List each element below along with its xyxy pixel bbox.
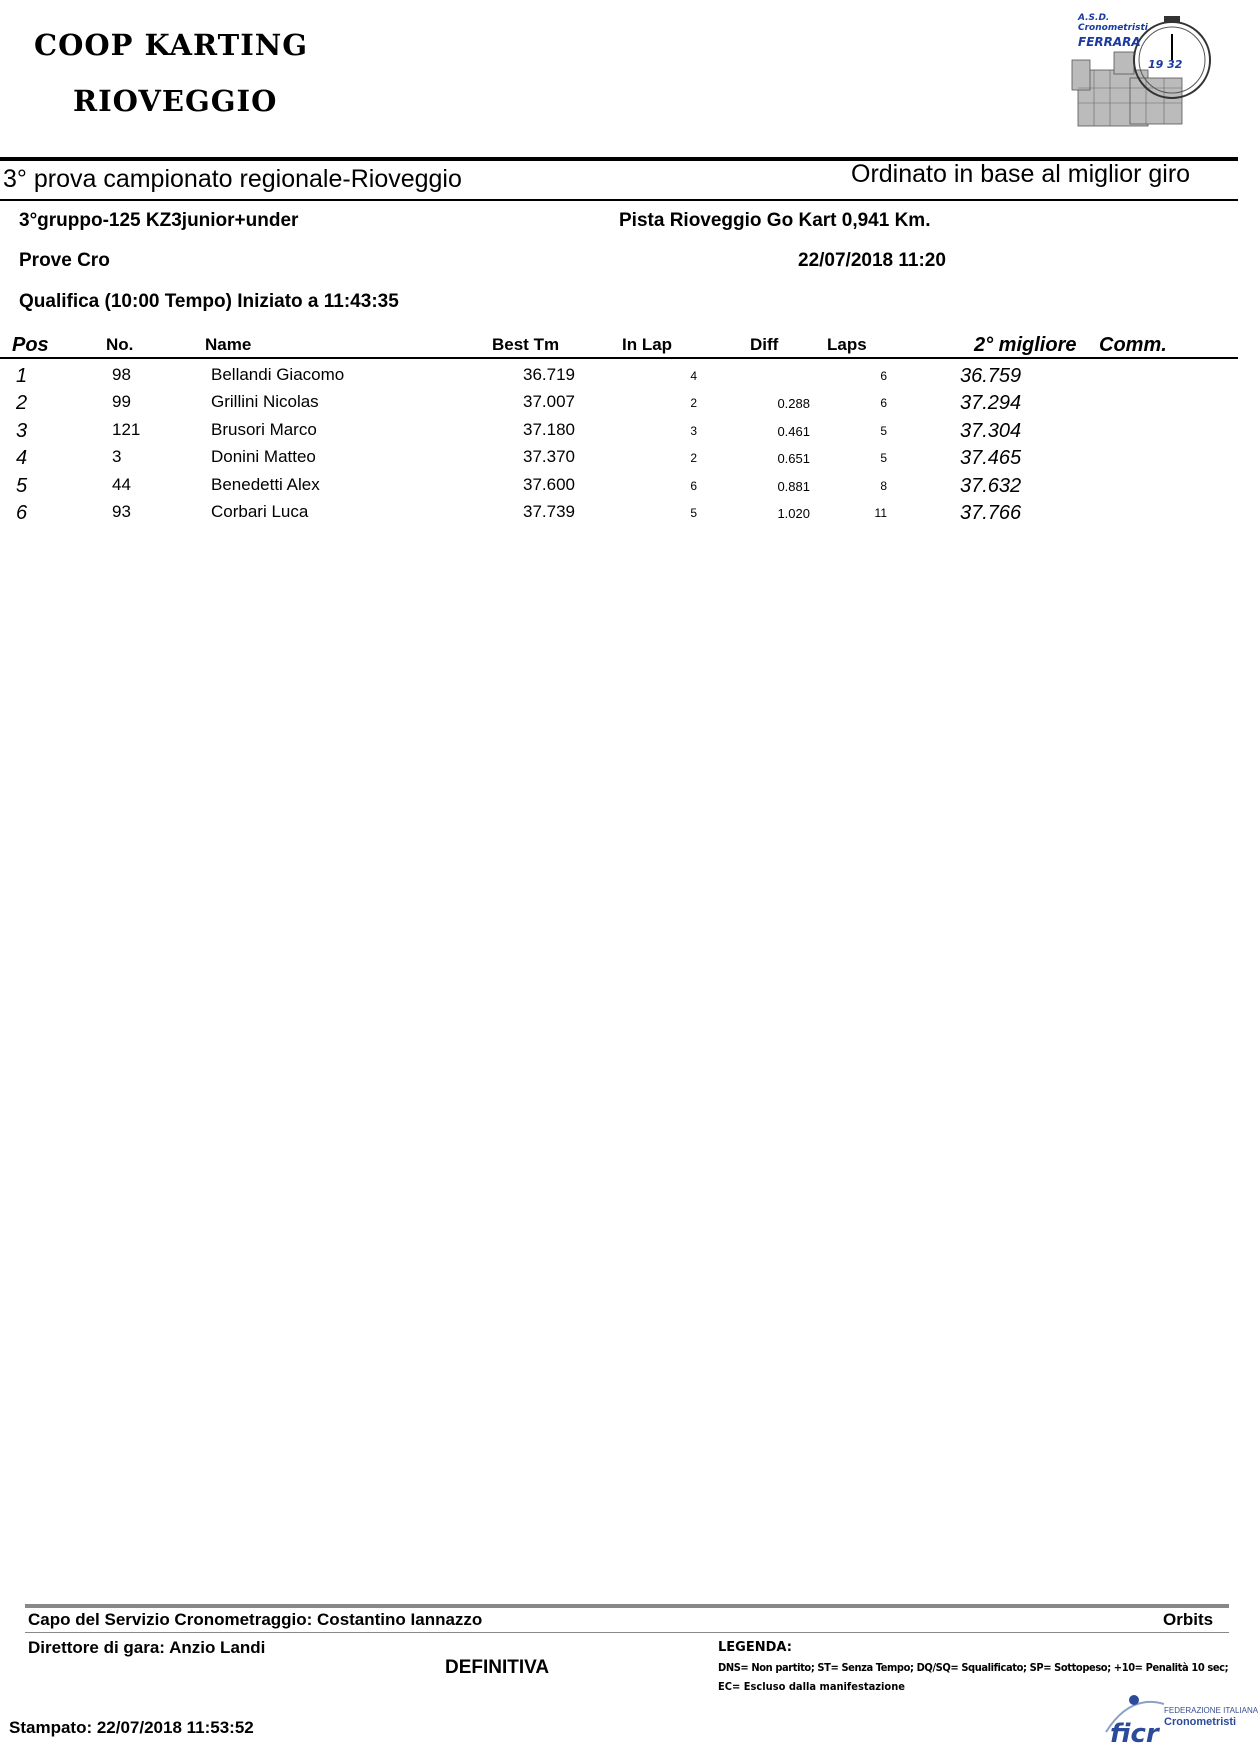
cell-pos: 1 [16, 365, 28, 387]
cell-name: Grillini Nicolas [211, 392, 319, 412]
cell-second: 37.294 [960, 392, 1022, 415]
col-laps: Laps [827, 335, 867, 354]
printed-timestamp: Stampato: 22/07/2018 11:53:52 [9, 1718, 254, 1737]
cell-laps: 8 [880, 478, 887, 493]
legend-line1: DNS= Non partito; ST= Senza Tempo; DQ/SQ= Squalificato; SP= Sottopeso; +10= Penalità 10 sec; [718, 1661, 1229, 1674]
cell-second: 37.766 [960, 502, 1022, 524]
cell-inlap: 2 [690, 451, 697, 466]
cell-pos: 6 [16, 502, 28, 524]
legend-title: LEGENDA: [718, 1640, 792, 1655]
cell-diff: 1.020 [777, 506, 810, 521]
cell-inlap: 6 [690, 478, 697, 493]
cell-best: 37.180 [523, 419, 575, 439]
cell-inlap: 4 [690, 369, 697, 383]
ficr-federation: FEDERAZIONE ITALIANA [1164, 1706, 1258, 1715]
header-rule-thin [0, 199, 1238, 201]
col-inlap: In Lap [622, 335, 673, 354]
cell-best: 37.739 [523, 502, 575, 521]
logo-text-ferrara: FERRARA [1078, 35, 1141, 49]
logo-year: 19 32 [1148, 58, 1183, 71]
cell-laps: 11 [874, 506, 887, 520]
legend-line2: EC= Escluso dalla manifestazione [718, 1680, 905, 1693]
cell-diff: 0.288 [777, 396, 810, 412]
cell-second: 36.759 [960, 365, 1022, 387]
cell-diff: 0.651 [777, 451, 810, 467]
session-datetime: 22/07/2018 11:20 [798, 250, 946, 271]
cell-name: Benedetti Alex [211, 474, 320, 494]
ficr-logo [1100, 1690, 1258, 1749]
sort-note: Ordinato in base al miglior giro [851, 160, 1191, 188]
ficr-wordmark: ficr [1110, 1719, 1159, 1749]
cell-pos: 2 [16, 392, 28, 415]
col-best: Best Tm [492, 335, 560, 354]
cell-inlap: 3 [690, 423, 697, 438]
brand-title-line1: COOP KARTING [34, 28, 309, 62]
brand-title-line2: RIOVEGGIO [73, 84, 278, 118]
cell-pos: 4 [16, 447, 28, 470]
race-director: Direttore di gara: Anzio Landi [28, 1638, 266, 1657]
cell-best: 37.600 [523, 474, 575, 494]
cell-no: 98 [112, 365, 131, 384]
cell-no: 93 [112, 502, 131, 521]
session-label: Prove Cro [19, 250, 110, 271]
col-comm: Comm. [1099, 334, 1167, 356]
qualifying-label: Qualifica (10:00 Tempo) Iniziato a 11:43:35 [19, 291, 399, 312]
cell-diff: 0.881 [777, 478, 810, 494]
col-second-best: 2° migliore [974, 334, 1077, 356]
cell-no: 121 [112, 419, 141, 439]
cell-no: 3 [112, 447, 122, 467]
footer-bar [25, 1604, 1229, 1608]
cell-inlap: 2 [690, 396, 697, 411]
cell-name: Brusori Marco [211, 419, 317, 439]
col-name: Name [205, 335, 252, 354]
cell-no: 44 [112, 474, 131, 494]
cell-second: 37.304 [960, 419, 1022, 442]
col-pos: Pos [12, 334, 49, 356]
cell-laps: 5 [880, 423, 887, 438]
cell-pos: 5 [16, 474, 28, 497]
col-diff: Diff [750, 335, 779, 354]
cell-second: 37.465 [960, 447, 1022, 470]
cell-pos: 3 [16, 419, 28, 442]
cell-name: Corbari Luca [211, 502, 309, 521]
footer-rule [25, 1632, 1229, 1633]
logo-text-asd: A.S.D. [1078, 13, 1110, 23]
col-no: No. [106, 335, 134, 354]
cell-inlap: 5 [690, 506, 697, 520]
table-header-rule [0, 357, 1238, 359]
cell-name: Bellandi Giacomo [211, 365, 345, 384]
cell-diff: 0.461 [777, 423, 810, 439]
cell-laps: 6 [880, 369, 887, 383]
track-label: Pista Rioveggio Go Kart 0,941 Km. [619, 210, 931, 231]
software-name: Orbits [1163, 1610, 1214, 1629]
cell-laps: 5 [880, 451, 887, 466]
cell-laps: 6 [880, 396, 887, 411]
group-label: 3°gruppo-125 KZ3junior+under [19, 210, 299, 231]
cell-second: 37.632 [960, 474, 1022, 497]
cell-no: 99 [112, 392, 131, 412]
cell-best: 37.007 [523, 392, 575, 412]
ficr-cronometristi: Cronometristi [1164, 1716, 1237, 1728]
cronometristi-ferrara-logo [1070, 8, 1220, 136]
logo-text-cronometristi: Cronometristi [1078, 23, 1148, 33]
timing-chief: Capo del Servizio Cronometraggio: Costantino Iannazzo [28, 1610, 483, 1629]
cell-name: Donini Matteo [211, 447, 316, 467]
cell-best: 36.719 [523, 365, 575, 384]
result-status: DEFINITIVA [445, 1657, 550, 1678]
event-title: 3° prova campionato regionale-Rioveggio [3, 165, 462, 193]
cell-best: 37.370 [523, 447, 575, 467]
